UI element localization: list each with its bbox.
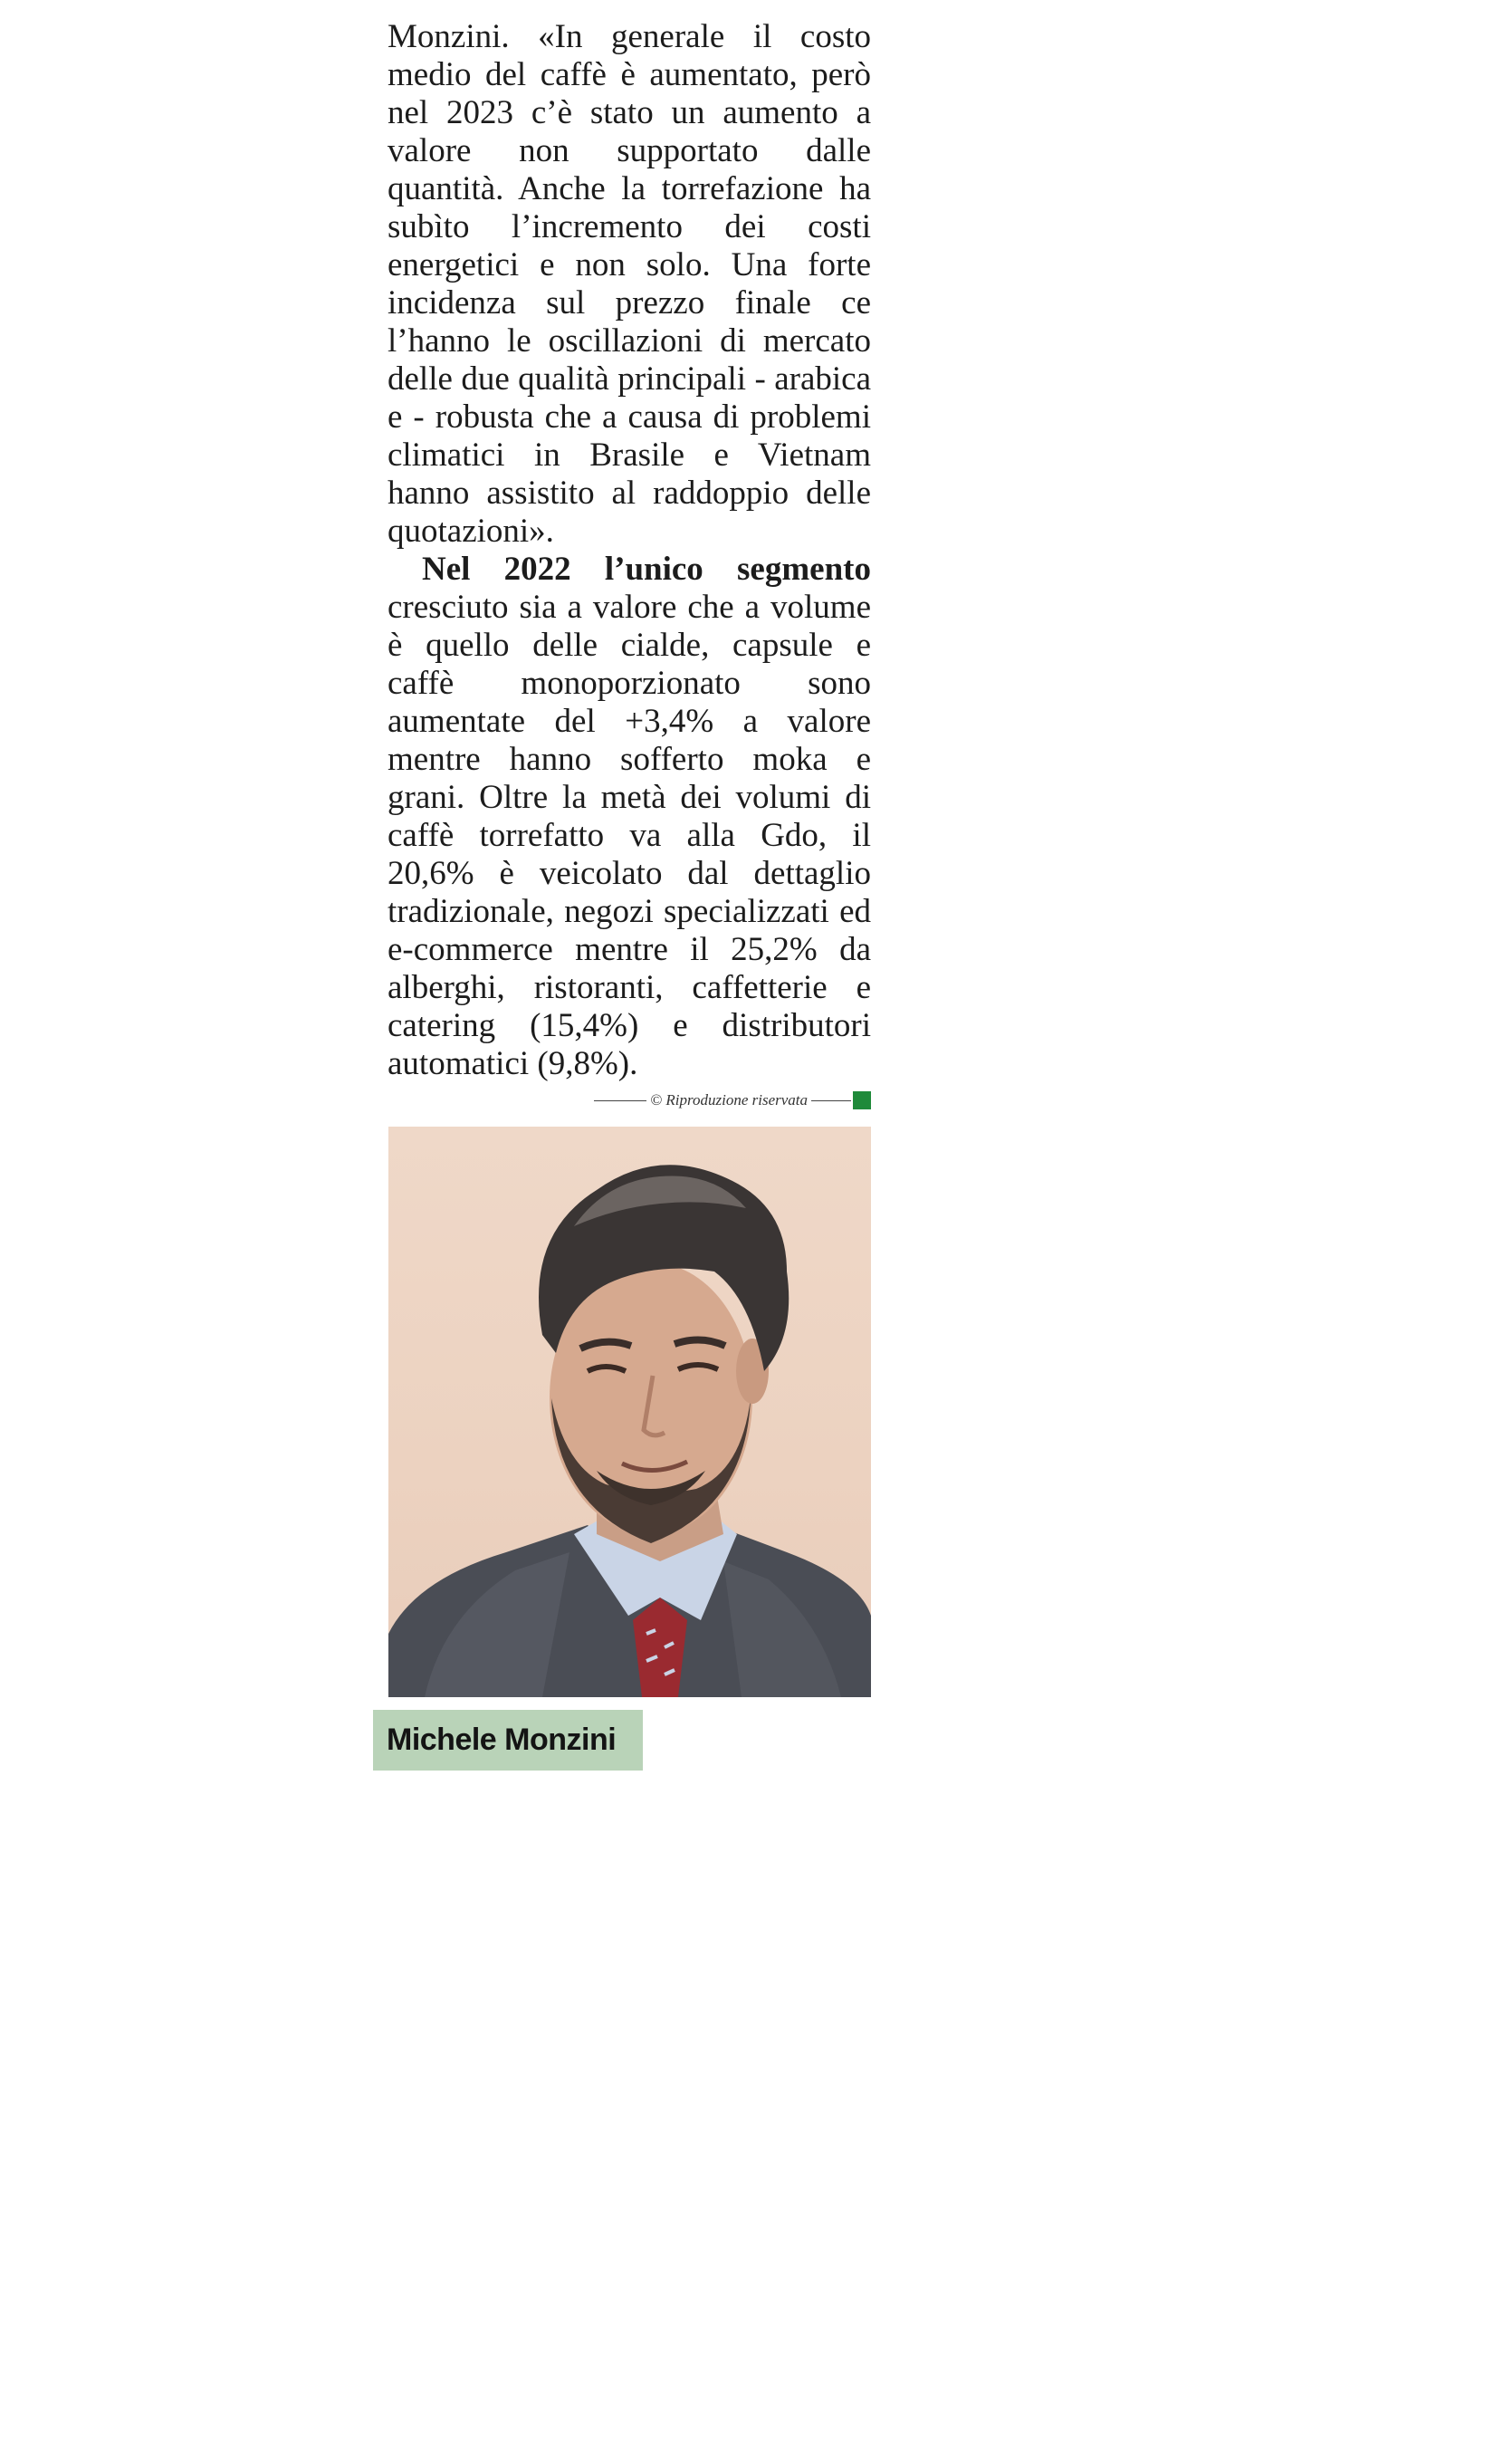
article-paragraph <box>388 551 871 1083</box>
paragraph-body: cresciuto sia a valore che a volume è quello delle cialde, capsule e caffè monoporzionato sono aumentate del +3,4% a valore mentre hanno sofferto moka e grani. Oltre la metà dei volumi di caffè torrefatto va alla Gdo, il 20,6% è veicolato dal dettaglio tradizionale, negozi specializzati ed e-commerce mentre il 25,2% da alberghi, ristoranti, caffetterie e catering (15,4%) e distributori automatici (9,8%). <box>388 589 871 1082</box>
portrait-photo <box>388 1127 871 1697</box>
photo-caption: Michele Monzini <box>373 1710 643 1771</box>
divider <box>594 1100 646 1101</box>
paragraph-lead-in: Nel 2022 l’unico segmento <box>422 551 871 588</box>
divider <box>811 1100 851 1101</box>
copyright-notice <box>388 1090 871 1110</box>
end-square-icon <box>853 1091 871 1109</box>
article-paragraph: Monzini. «In generale il costo medio del caffè è aumentato, però nel 2023 c’è stato un aumento a valore non supportato dalle quantità. Anche la torrefazione ha subìto l’incremento dei costi energetici e non solo. Una forte incidenza sul prezzo finale ce l’hanno le oscillazioni di mercato delle due qualità principali - arabica e - robusta che a causa di problemi climatici in Brasile e Vietnam hanno assistito al raddoppio delle quotazioni». <box>388 18 871 550</box>
article-column <box>388 18 871 1110</box>
portrait-illustration <box>388 1127 871 1697</box>
copyright-text: © Riproduzione riservata <box>650 1091 808 1109</box>
